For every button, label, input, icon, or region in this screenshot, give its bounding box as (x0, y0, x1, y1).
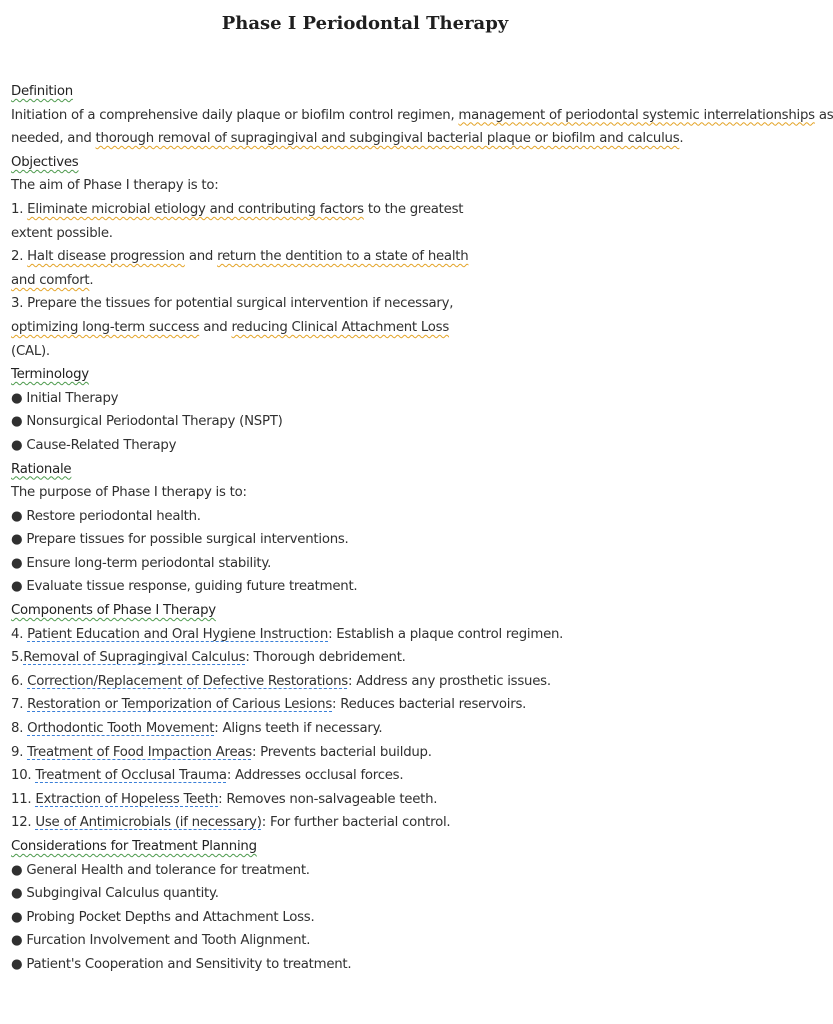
objective-key-phrase: Halt disease progression (27, 249, 185, 265)
component-term: Removal of Supragingival Calculus (23, 650, 246, 666)
component-description: : Prevents bacterial buildup. (251, 744, 432, 760)
rationale-heading: Rationale (11, 461, 72, 477)
objective-2 (11, 245, 751, 269)
component-item (11, 623, 751, 647)
component-description: : Thorough debridement. (245, 650, 406, 666)
consideration-item: ● Subgingival Calculus quantity. (11, 886, 219, 902)
component-term: Patient Education and Oral Hygiene Instruction (27, 626, 329, 642)
rationale-item: ● Ensure long-term periodontal stability. (11, 555, 272, 571)
rationale-item: ● Evaluate tissue response, guiding future treatment. (11, 579, 358, 595)
objective-key-phrase: reducing Clinical Attachment Loss (231, 319, 450, 335)
component-item (11, 788, 751, 812)
objective-key-phrase: and comfort (11, 272, 90, 288)
terminology-item: ● Nonsurgical Periodontal Therapy (NSPT) (11, 414, 283, 430)
definition-line-2 (11, 127, 751, 151)
objective-2-cont (11, 269, 751, 293)
component-item (11, 811, 751, 835)
objectives-heading-line (11, 151, 751, 175)
objectives-heading: Objectives (11, 154, 79, 170)
component-number: 9. (11, 744, 28, 760)
component-description: : Reduces bacterial reservoirs. (332, 697, 527, 713)
definition-key-phrase: thorough removal of supragingival and subgingival bacterial plaque or biofilm and calculus (95, 131, 680, 147)
rationale-item: ● Restore periodontal health. (11, 508, 201, 524)
terminology-item: ● Cause-Related Therapy (11, 437, 177, 453)
component-term: Correction/Replacement of Defective Restorations (27, 673, 348, 689)
definition-line-1 (11, 104, 833, 128)
rationale-item: ● Prepare tissues for possible surgical interventions. (11, 532, 349, 548)
definition-text: as (814, 107, 833, 123)
component-item (11, 741, 751, 765)
objective-text: and (184, 249, 218, 265)
component-item (11, 670, 751, 694)
consideration-item: ● Furcation Involvement and Tooth Alignment. (11, 933, 311, 949)
component-description: : Aligns teeth if necessary. (214, 721, 383, 737)
component-term: Orthodontic Tooth Movement (27, 721, 215, 737)
component-number: 10. (11, 768, 36, 784)
objective-number: 2. (11, 249, 28, 265)
components-heading-line (11, 599, 751, 623)
objective-key-phrase: return the dentition to a state of health (217, 249, 469, 265)
component-description: : For further bacterial control. (261, 815, 451, 831)
definition-heading-line (11, 80, 751, 104)
definition-key-phrase: management of periodontal systemic interrelationships (458, 107, 815, 123)
component-number: 5. (11, 650, 24, 666)
objective-1 (11, 198, 751, 222)
component-item (11, 764, 751, 788)
components-heading: Components of Phase I Therapy (11, 603, 216, 619)
objective-key-phrase: optimizing long-term success (11, 319, 200, 335)
component-number: 11. (11, 791, 36, 807)
component-item (11, 693, 751, 717)
component-item (11, 717, 751, 741)
consideration-item: ● Probing Pocket Depths and Attachment Loss. (11, 909, 315, 925)
terminology-item: ● Initial Therapy (11, 390, 119, 406)
objective-text: to the greatest (363, 201, 464, 217)
component-term: Treatment of Occlusal Trauma (35, 768, 227, 784)
objective-text: . (89, 272, 94, 288)
objective-3: 3. Prepare the tissues for potential surgical intervention if necessary, (11, 296, 454, 312)
page-title: Phase I Periodontal Therapy (221, 13, 509, 34)
definition-heading: Definition (11, 84, 73, 99)
objective-key-phrase: Eliminate microbial etiology and contributing factors (27, 201, 364, 217)
component-item (11, 646, 751, 670)
component-number: 7. (11, 697, 28, 713)
document-body (11, 80, 833, 977)
objective-3-cont (11, 316, 751, 340)
consideration-item: ● Patient's Cooperation and Sensitivity to treatment. (11, 956, 352, 972)
component-term: Use of Antimicrobials (if necessary) (35, 815, 262, 831)
component-description: : Address any prosthetic issues. (347, 673, 551, 689)
objective-number: 1. (11, 201, 28, 217)
consideration-item: ● General Health and tolerance for treatment. (11, 862, 310, 878)
component-number: 6. (11, 673, 28, 689)
objective-text: and (199, 319, 232, 335)
terminology-heading-line (11, 363, 751, 387)
definition-text: needed, and (11, 131, 96, 147)
component-description: : Addresses occlusal forces. (226, 768, 404, 784)
terminology-heading: Terminology (11, 367, 89, 383)
definition-text: Initiation of a comprehensive daily plaque or biofilm control regimen, (11, 107, 459, 123)
component-description: : Establish a plaque control regimen. (328, 626, 564, 642)
rationale-intro: The purpose of Phase I therapy is to: (11, 485, 247, 501)
objective-3-cont-2: (CAL). (11, 343, 50, 359)
objective-1-cont: extent possible. (11, 225, 113, 241)
component-term: Restoration or Temporization of Carious Lesions (27, 697, 333, 713)
component-number: 4. (11, 626, 28, 642)
component-number: 12. (11, 815, 36, 831)
component-term: Extraction of Hopeless Teeth (35, 791, 219, 807)
considerations-heading: Considerations for Treatment Planning (11, 839, 257, 854)
component-number: 8. (11, 721, 28, 737)
rationale-heading-line (11, 458, 751, 482)
objectives-intro: The aim of Phase I therapy is to: (11, 178, 219, 194)
component-description: : Removes non-salvageable teeth. (218, 791, 438, 807)
component-term: Treatment of Food Impaction Areas (27, 744, 252, 760)
definition-text: . (679, 131, 684, 147)
considerations-heading-line (11, 835, 751, 859)
